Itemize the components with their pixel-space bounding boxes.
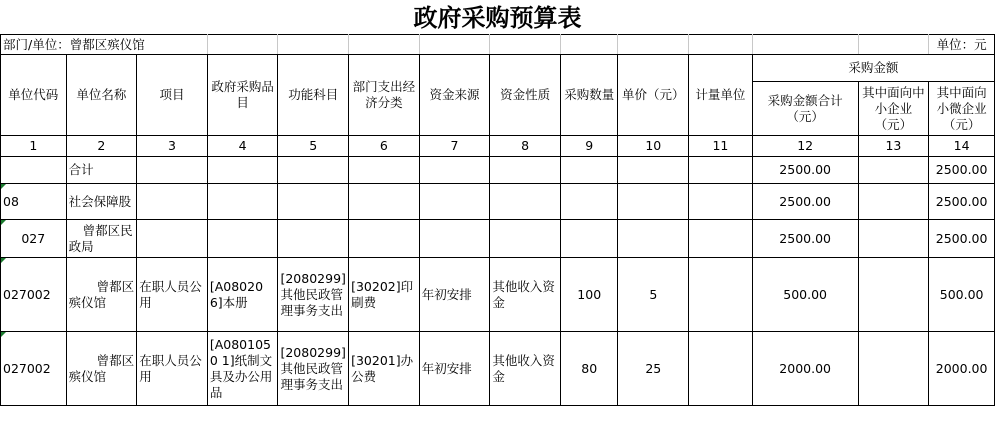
header-economic-class: 部门支出经济分类 <box>349 55 420 136</box>
procurement-budget-table <box>0 34 995 406</box>
cell-unit-name[interactable]: 社会保障股 <box>66 184 137 220</box>
cell-measure[interactable] <box>689 332 753 406</box>
cell-function-item[interactable] <box>278 184 349 220</box>
header-amount-total: 采购金额合计（元） <box>752 82 858 136</box>
column-number: 10 <box>618 136 689 157</box>
column-number: 14 <box>929 136 995 157</box>
header-project: 项目 <box>137 55 208 136</box>
column-number: 13 <box>858 136 929 157</box>
cell-gov-item[interactable]: [A080206]本册 <box>207 258 278 332</box>
cell-quantity[interactable]: 100 <box>560 258 618 332</box>
column-number: 7 <box>419 136 490 157</box>
cell-amount-sme[interactable] <box>858 220 929 258</box>
department-label: 部门/单位：曾都区殡仪馆 <box>1 35 208 55</box>
cell-gov-item[interactable] <box>207 157 278 184</box>
cell-price[interactable]: 5 <box>618 258 689 332</box>
header-amount-group: 采购金额 <box>752 55 994 82</box>
cell-project[interactable]: 在职人员公用 <box>137 258 208 332</box>
column-number: 4 <box>207 136 278 157</box>
cell-amount-micro[interactable]: 2500.00 <box>929 157 995 184</box>
cell-project[interactable] <box>137 157 208 184</box>
cell-amount-micro[interactable]: 2500.00 <box>929 220 995 258</box>
column-number: 5 <box>278 136 349 157</box>
table-row <box>1 258 995 332</box>
cell-function-item[interactable]: [2080299]其他民政管理事务支出 <box>278 332 349 406</box>
report-title: 政府采购预算表 <box>0 0 995 35</box>
cell-function-item[interactable] <box>278 157 349 184</box>
cell-project[interactable] <box>137 184 208 220</box>
cell-unit-name[interactable]: 曾都区殡仪馆 <box>66 258 137 332</box>
cell-quantity[interactable] <box>560 184 618 220</box>
cell-nature[interactable] <box>490 184 561 220</box>
cell-price[interactable] <box>618 220 689 258</box>
table-row <box>1 220 995 258</box>
cell-econ[interactable]: [30202]印刷费 <box>349 258 420 332</box>
cell-econ[interactable] <box>349 157 420 184</box>
cell-econ[interactable]: [30201]办公费 <box>349 332 420 406</box>
cell-amount-sme[interactable] <box>858 332 929 406</box>
cell-project[interactable]: 在职人员公用 <box>137 332 208 406</box>
column-number: 2 <box>66 136 137 157</box>
cell-nature[interactable]: 其他收入资金 <box>490 258 561 332</box>
cell-price[interactable] <box>618 184 689 220</box>
cell-quantity[interactable]: 80 <box>560 332 618 406</box>
header-quantity: 采购数量 <box>560 55 618 136</box>
cell-measure[interactable] <box>689 258 753 332</box>
column-number: 9 <box>560 136 618 157</box>
header-fund-nature: 资金性质 <box>490 55 561 136</box>
column-number: 12 <box>752 136 858 157</box>
cell-project[interactable] <box>137 220 208 258</box>
cell-unit-code[interactable]: 027002 <box>1 332 67 406</box>
table-row <box>1 184 995 220</box>
cell-gov-item[interactable]: [A0801050 1]纸制文具及办公用品 <box>207 332 278 406</box>
cell-gov-item[interactable] <box>207 184 278 220</box>
cell-nature[interactable] <box>490 157 561 184</box>
column-number: 6 <box>349 136 420 157</box>
column-number: 11 <box>689 136 753 157</box>
cell-unit-code[interactable]: 027 <box>1 220 67 258</box>
cell-amount-sme[interactable] <box>858 258 929 332</box>
table-row <box>1 332 995 406</box>
cell-amount-total[interactable]: 2500.00 <box>752 184 858 220</box>
header-function-item: 功能科目 <box>278 55 349 136</box>
cell-unit-name[interactable]: 曾都区民政局 <box>66 220 137 258</box>
cell-amount-total[interactable]: 2000.00 <box>752 332 858 406</box>
cell-econ[interactable] <box>349 220 420 258</box>
cell-amount-sme[interactable] <box>858 184 929 220</box>
header-measure-unit: 计量单位 <box>689 55 753 136</box>
cell-nature[interactable]: 其他收入资金 <box>490 332 561 406</box>
cell-source[interactable] <box>419 220 490 258</box>
cell-price[interactable]: 25 <box>618 332 689 406</box>
column-number: 1 <box>1 136 67 157</box>
cell-source[interactable]: 年初安排 <box>419 332 490 406</box>
cell-nature[interactable] <box>490 220 561 258</box>
cell-measure[interactable] <box>689 184 753 220</box>
cell-quantity[interactable] <box>560 157 618 184</box>
cell-source[interactable] <box>419 157 490 184</box>
header-gov-procurement-item: 政府采购品目 <box>207 55 278 136</box>
cell-source[interactable] <box>419 184 490 220</box>
header-unit-name: 单位名称 <box>66 55 137 136</box>
column-number: 8 <box>490 136 561 157</box>
cell-amount-total[interactable]: 2500.00 <box>752 220 858 258</box>
cell-unit-name[interactable]: 合计 <box>66 157 137 184</box>
cell-measure[interactable] <box>689 157 753 184</box>
header-unit-price: 单价（元） <box>618 55 689 136</box>
table-row <box>1 157 995 184</box>
cell-function-item[interactable]: [2080299]其他民政管理事务支出 <box>278 258 349 332</box>
header-unit-code: 单位代码 <box>1 55 67 136</box>
cell-amount-total[interactable]: 500.00 <box>752 258 858 332</box>
cell-price[interactable] <box>618 157 689 184</box>
cell-amount-micro[interactable]: 500.00 <box>929 258 995 332</box>
cell-amount-sme[interactable] <box>858 157 929 184</box>
cell-unit-code[interactable]: 027002 <box>1 258 67 332</box>
cell-quantity[interactable] <box>560 220 618 258</box>
cell-unit-code[interactable]: 08 <box>1 184 67 220</box>
cell-amount-micro[interactable]: 2500.00 <box>929 184 995 220</box>
cell-econ[interactable] <box>349 184 420 220</box>
header-amount-sme: 其中面向中小企业（元） <box>858 82 929 136</box>
cell-function-item[interactable] <box>278 220 349 258</box>
header-amount-micro: 其中面向小微企业（元） <box>929 82 995 136</box>
cell-amount-micro[interactable]: 2000.00 <box>929 332 995 406</box>
cell-unit-name[interactable]: 曾都区殡仪馆 <box>66 332 137 406</box>
cell-source[interactable]: 年初安排 <box>419 258 490 332</box>
currency-unit-label: 单位：元 <box>929 35 995 55</box>
cell-measure[interactable] <box>689 220 753 258</box>
column-number: 3 <box>137 136 208 157</box>
cell-gov-item[interactable] <box>207 220 278 258</box>
header-fund-source: 资金来源 <box>419 55 490 136</box>
cell-amount-total[interactable]: 2500.00 <box>752 157 858 184</box>
cell-unit-code[interactable] <box>1 157 67 184</box>
